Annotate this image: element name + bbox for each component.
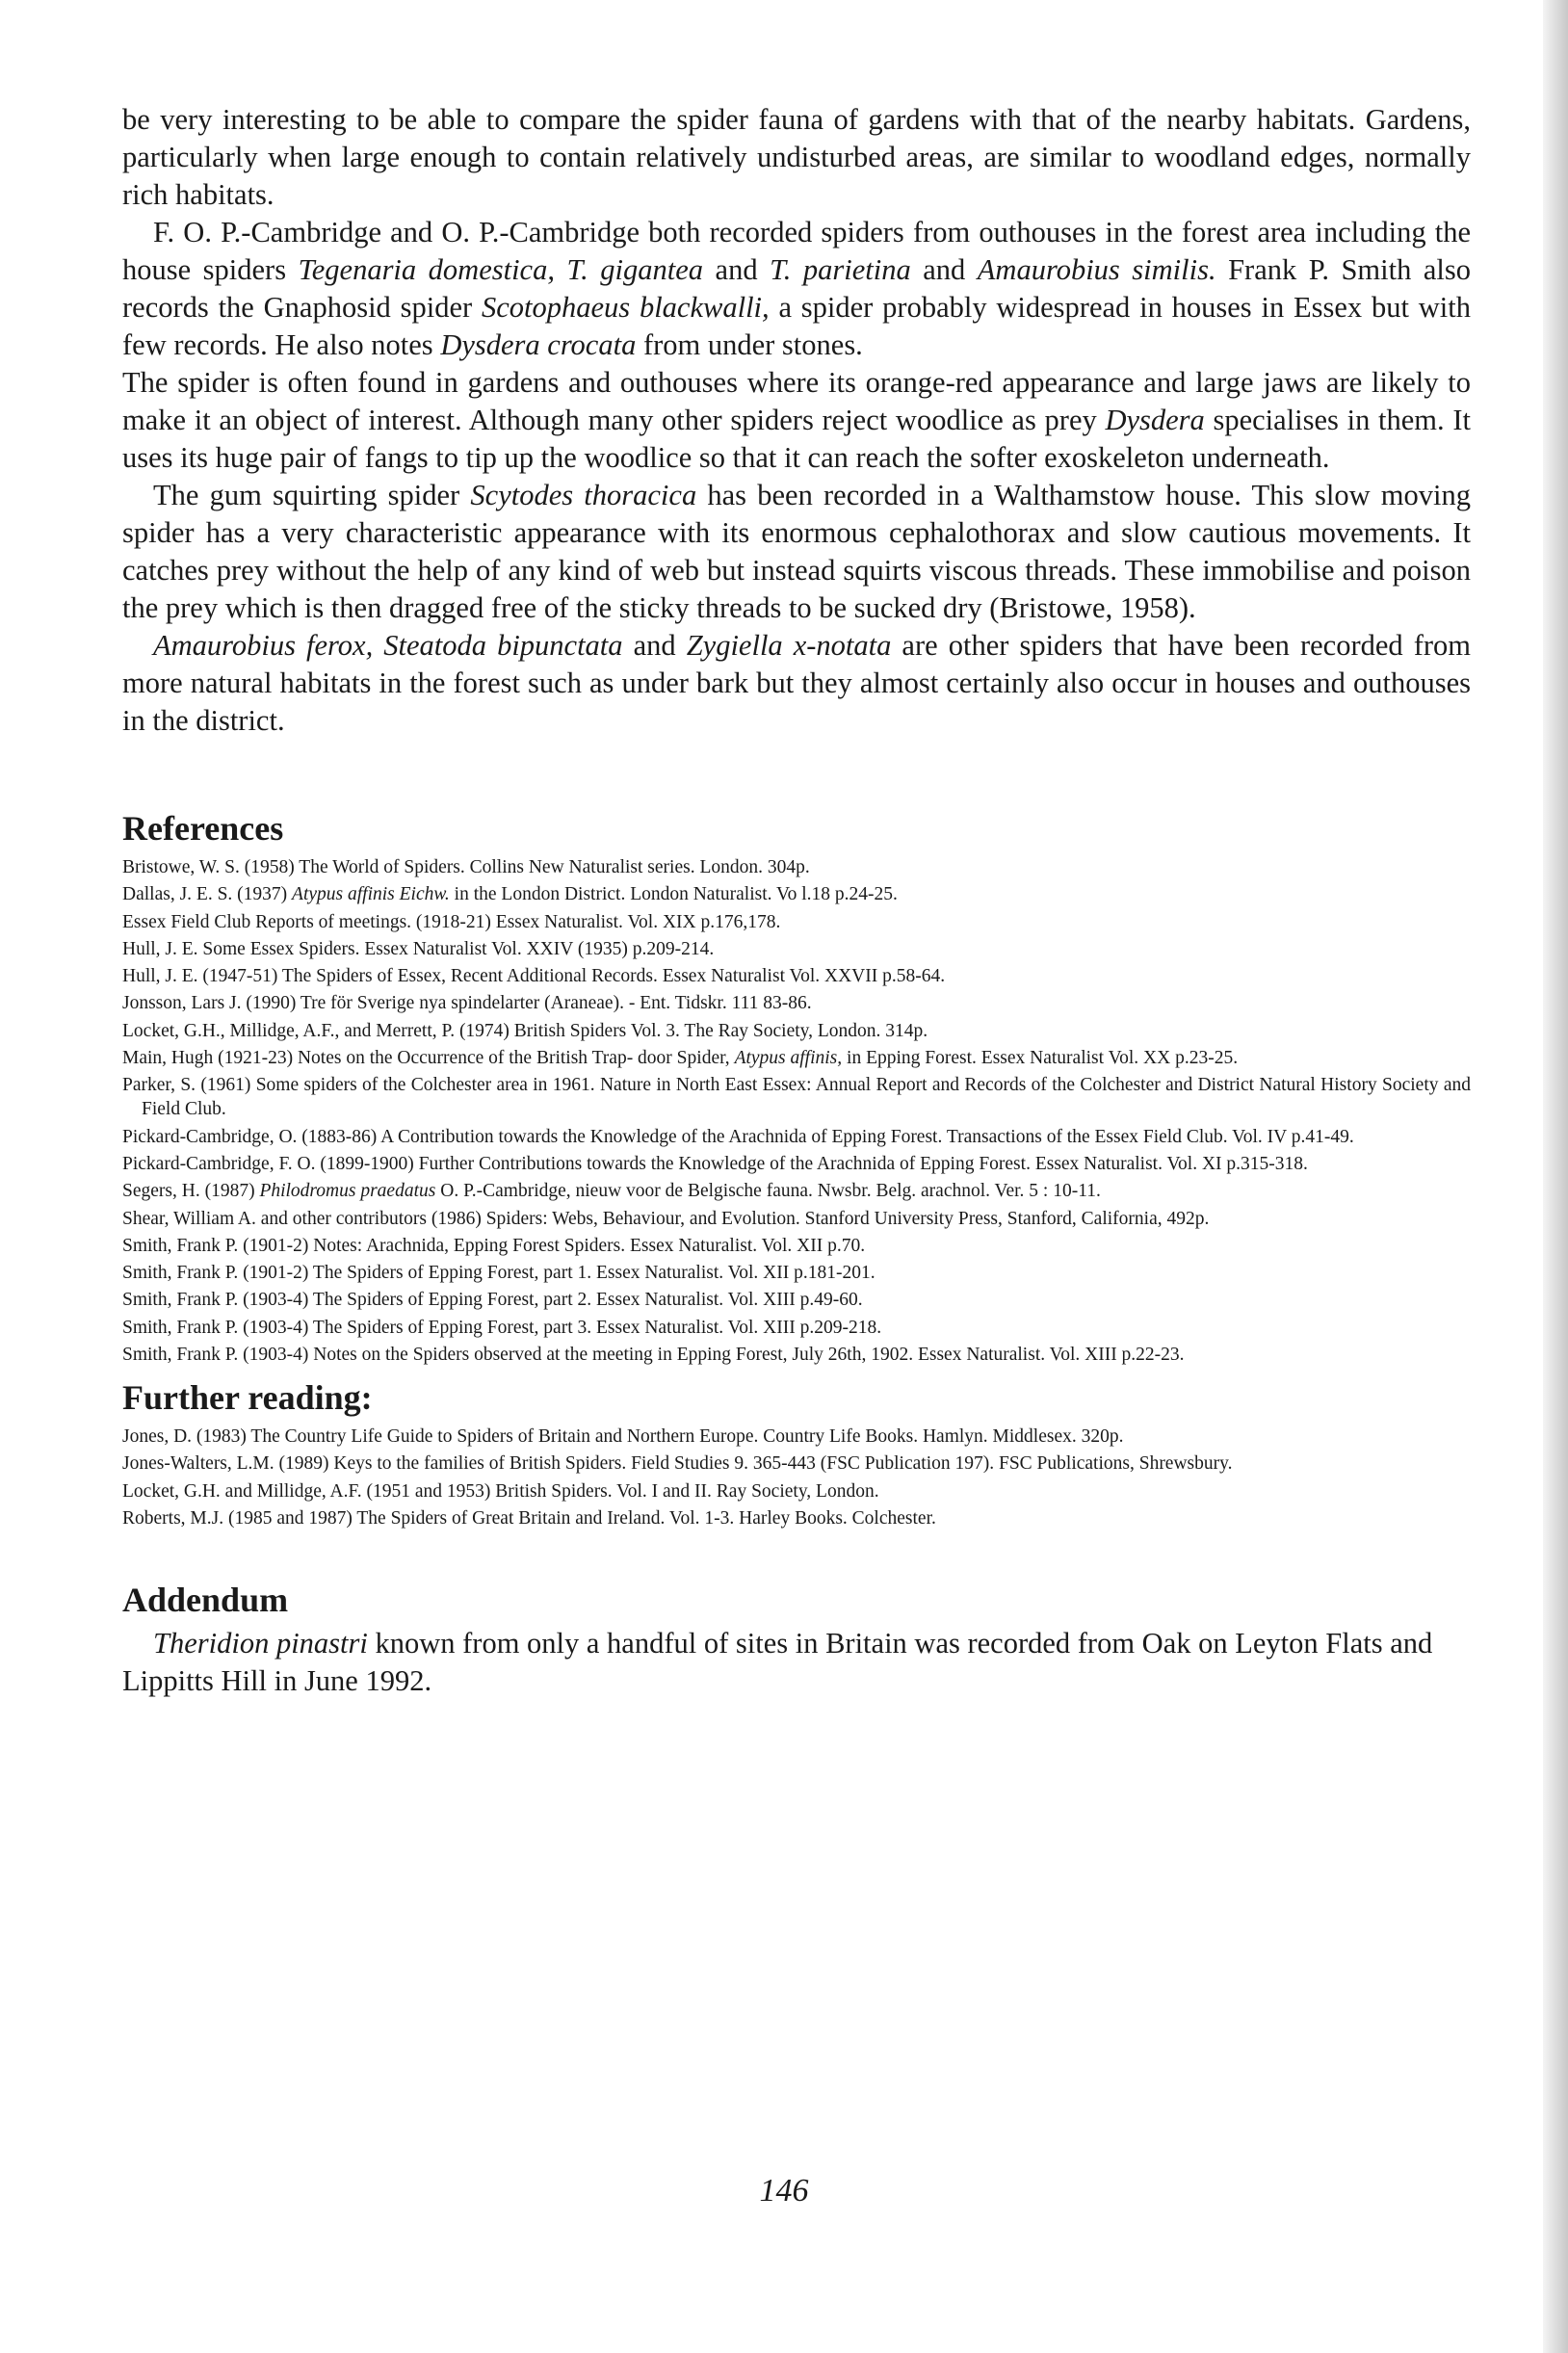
further-reading-section bbox=[122, 1376, 1471, 1530]
main-text bbox=[122, 101, 1471, 740]
species-name: Dysdera crocata bbox=[440, 328, 637, 361]
further-reading-heading: Further reading: bbox=[122, 1378, 373, 1418]
text-run: Smith, Frank P. (1903-4) Notes on the Spiders observed at the meeting in Epping Forest, July 26th, 1902. Essex Naturalist. Vol. XIII p.22-23. bbox=[122, 1345, 1185, 1366]
text-run: The spider is often found in gardens and outhouses where its orange-red appearance and large jaws are likely to make it an object of interest. Although many other spiders reject woodlice as prey bbox=[122, 366, 1471, 436]
text-run: Shear, William A. and other contributors (1986) Spiders: Webs, Behaviour, and Evolution. Stanford University Press, Stanford, California, 492p. bbox=[122, 1208, 1210, 1229]
references-heading: References bbox=[122, 809, 284, 848]
text-run: Jonsson, Lars J. (1990) Tre för Sverige nya spindelarter (Araneae). - Ent. Tidskr. 111 83-86. bbox=[122, 993, 812, 1014]
page-edge-shadow bbox=[1543, 0, 1568, 2353]
further-reading-item: Roberts, M.J. (1985 and 1987) The Spiders of Great Britain and Ireland. Vol. 1-3. Harley Books. Colchester. bbox=[122, 1507, 936, 1529]
text-run: and bbox=[622, 629, 687, 662]
reference-item bbox=[122, 964, 1471, 988]
text-run: Main, Hugh (1921-23) Notes on the Occurrence of the British Trap- door Spider, bbox=[122, 1048, 735, 1069]
species-name: Atypus affinis Eichw. bbox=[292, 884, 450, 905]
species-name: Atypus affinis, bbox=[734, 1048, 843, 1069]
text-run: from under stones. bbox=[636, 328, 863, 361]
references-list bbox=[122, 855, 1471, 1367]
text-run: are other spiders that have been recorded from more natural habitats in the forest such as under bark but they almost certainly also occur in houses and outhouses in the district. bbox=[122, 629, 1472, 737]
reference-item bbox=[122, 855, 1471, 879]
reference-item bbox=[122, 1207, 1471, 1231]
text-run: specialises in them. It uses its huge pair of fangs to tip up the woodlice so that it can reach the softer exoskeleton underneath. bbox=[122, 404, 1471, 474]
text-run: Smith, Frank P. (1901-2) Notes: Arachnida, Epping Forest Spiders. Essex Naturalist. Vol. XII p.70. bbox=[122, 1235, 866, 1256]
page-content bbox=[122, 101, 1471, 1700]
species-name: Theridion pinastri bbox=[153, 1626, 368, 1660]
species-name: Scytodes thoracica bbox=[470, 479, 697, 511]
text-run: known from only a handful of sites in Britain was recorded from Oak on Leyton Flats and Lippitts Hill in June 1992. bbox=[122, 1626, 1433, 1697]
species-name: Amaurobius ferox, Steatoda bipunctata bbox=[153, 629, 623, 662]
species-name: Scotophaeus blackwalli, bbox=[481, 291, 770, 324]
paragraph bbox=[122, 627, 1471, 740]
reference-item bbox=[122, 1234, 1471, 1258]
addendum-section bbox=[122, 1579, 1471, 1700]
text-run: Smith, Frank P. (1903-4) The Spiders of Epping Forest, part 3. Essex Naturalist. Vol. XIII p.209-218. bbox=[122, 1317, 882, 1338]
paragraph bbox=[122, 214, 1471, 364]
addendum-text bbox=[122, 1625, 1471, 1700]
species-name: Zygiella x-notata bbox=[686, 629, 892, 662]
page-number: 146 bbox=[759, 2173, 809, 2209]
paragraph: be very interesting to be able to compare the spider fauna of gardens with that of the nearby habitats. Gardens, particularly when large enough to contain relatively undisturbed areas, are similar to woodland edges, normally rich habitats. bbox=[122, 103, 1471, 211]
further-reading-item: Jones-Walters, L.M. (1989) Keys to the families of British Spiders. Field Studies 9. 365-443 (FSC Publication 197). FSC Publications, Shrewsbury. bbox=[122, 1453, 1233, 1475]
reference-item bbox=[122, 1288, 1471, 1312]
text-run: O. P.-Cambridge, nieuw voor de Belgische fauna. Nwsbr. Belg. arachnol. Ver. 5 : 10-11. bbox=[435, 1181, 1101, 1202]
text-run: Dallas, J. E. S. (1937) bbox=[122, 884, 293, 905]
further-reading-item: Locket, G.H. and Millidge, A.F. (1951 and 1953) British Spiders. Vol. I and II. Ray Society, London. bbox=[122, 1480, 879, 1502]
further-reading-item: Jones, D. (1983) The Country Life Guide to Spiders of Britain and Northern Europe. Country Life Books. Hamlyn. Middlesex. 320p. bbox=[122, 1426, 1124, 1448]
text-run: and bbox=[703, 253, 771, 286]
text-run: Parker, S. (1961) Some spiders of the Colchester area in 1961. Nature in North East Essex: Annual Report and Records of the Colchester and District Natural History Society and Field Club. bbox=[122, 1075, 1471, 1120]
further-reading-list bbox=[122, 1425, 1471, 1530]
species-name: T. parietina bbox=[770, 253, 911, 286]
reference-item bbox=[122, 991, 1471, 1015]
text-run: Segers, H. (1987) bbox=[122, 1181, 260, 1202]
reference-item bbox=[122, 1019, 1471, 1043]
text-run: Bristowe, W. S. (1958) The World of Spiders. Collins New Naturalist series. London. 304p. bbox=[122, 857, 810, 877]
reference-item bbox=[122, 1343, 1471, 1367]
reference-item bbox=[122, 910, 1471, 934]
text-run: Frank P. Smith also records the Gnaphosid spider bbox=[122, 253, 1471, 324]
text-run: and bbox=[910, 253, 978, 286]
species-name: Amaurobius similis. bbox=[977, 253, 1216, 286]
reference-item bbox=[122, 1261, 1471, 1285]
text-run: has been recorded in a Walthamstow house. This slow moving spider has a very characteristic appearance with its enormous cephalothorax and slow cautious movements. It catches prey without the help of any kind of web but instead squirts viscous threads. These immobilise and poison the prey which is then dragged free of the sticky threads to be sucked dry (Bristowe, 1958). bbox=[122, 479, 1471, 624]
text-run: Smith, Frank P. (1901-2) The Spiders of Epping Forest, part 1. Essex Naturalist. Vol. XII p.181-201. bbox=[122, 1263, 875, 1284]
text-run: Hull, J. E. (1947-51) The Spiders of Essex, Recent Additional Records. Essex Naturalist Vol. XXVII p.58-64. bbox=[122, 966, 946, 987]
text-run: Pickard-Cambridge, O. (1883-86) A Contribution towards the Knowledge of the Arachnida of Epping Forest. Transactions of the Essex Field Club. Vol. IV p.41-49. bbox=[122, 1126, 1354, 1147]
reference-item bbox=[122, 1125, 1471, 1149]
paragraph bbox=[122, 477, 1471, 627]
text-run: The gum squirting spider bbox=[153, 479, 471, 511]
text-run: in Epping Forest. Essex Naturalist Vol. XX p.23-25. bbox=[842, 1048, 1239, 1069]
reference-item bbox=[122, 937, 1471, 961]
text-run: F. O. P.-Cambridge and O. P.-Cambridge both recorded spiders from outhouses in the forest area including the house spiders bbox=[122, 216, 1471, 286]
reference-item bbox=[122, 1316, 1471, 1340]
species-name: Dysdera bbox=[1105, 404, 1205, 436]
text-run: in the London District. London Naturalist. Vo l.18 p.24-25. bbox=[449, 884, 898, 905]
reference-item bbox=[122, 1152, 1471, 1176]
reference-item bbox=[122, 1046, 1471, 1070]
text-run: Essex Field Club Reports of meetings. (1918-21) Essex Naturalist. Vol. XIX p.176,178. bbox=[122, 911, 781, 932]
addendum-heading: Addendum bbox=[122, 1580, 289, 1619]
references-section bbox=[122, 807, 1471, 1367]
text-run: Pickard-Cambridge, F. O. (1899-1900) Further Contributions towards the Knowledge of the Arachnida of Epping Forest. Essex Naturalist. Vol. XI p.315-318. bbox=[122, 1153, 1308, 1174]
text-run: Locket, G.H., Millidge, A.F., and Merrett, P. (1974) British Spiders Vol. 3. The Ray Society, London. 314p. bbox=[122, 1020, 928, 1041]
reference-item bbox=[122, 1073, 1471, 1121]
text-run: Smith, Frank P. (1903-4) The Spiders of Epping Forest, part 2. Essex Naturalist. Vol. XIII p.49-60. bbox=[122, 1290, 863, 1311]
reference-item bbox=[122, 882, 1471, 906]
species-name: Tegenaria domestica, T. gigantea bbox=[298, 253, 704, 286]
text-run: Hull, J. E. Some Essex Spiders. Essex Naturalist Vol. XXIV (1935) p.209-214. bbox=[122, 938, 715, 959]
reference-item bbox=[122, 1179, 1471, 1203]
paragraph bbox=[122, 364, 1471, 477]
species-name: Philodromus praedatus bbox=[259, 1181, 436, 1202]
text-run: a spider probably widespread in houses in Essex but with few records. He also notes bbox=[122, 291, 1471, 361]
